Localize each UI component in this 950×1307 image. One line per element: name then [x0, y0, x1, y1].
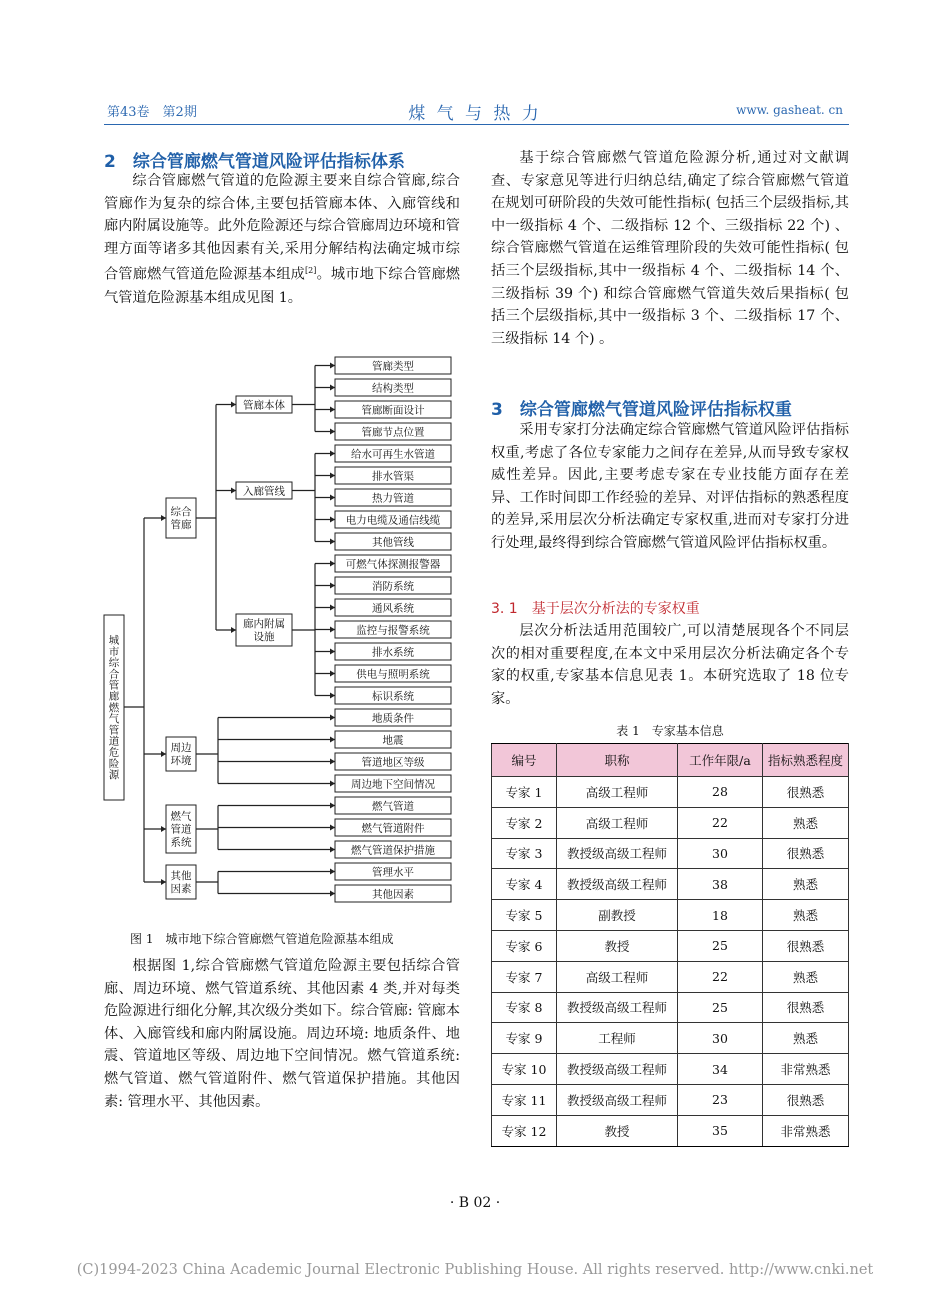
cell-expert-id: 专家 7 — [492, 961, 557, 992]
journal-url[interactable]: www. gasheat. cn — [736, 103, 843, 117]
arrow-head — [330, 407, 335, 413]
expert-info-table — [491, 743, 849, 1147]
category-utility-tunnel-label: 综合管廊 — [170, 506, 192, 531]
sub-auxiliary-facilities-leaf — [335, 621, 451, 638]
cell-expert-id: 专家 8 — [492, 992, 557, 1023]
arrow-head — [330, 385, 335, 391]
sub-auxiliary-facilities-leaf-label: 可燃气体探测报警器 — [345, 558, 441, 571]
cell-job-title: 高级工程师 — [557, 807, 678, 838]
section-2-paragraph — [104, 170, 460, 309]
section-2-title: 2 综合管廊燃气管道风险评估指标体系 — [104, 152, 405, 172]
cell-expert-id: 专家 11 — [492, 1084, 557, 1115]
cell-familiarity: 很熟悉 — [763, 777, 849, 808]
journal-title: 煤 气 与 热 力 — [408, 104, 542, 124]
category-surroundings-leaf — [335, 753, 451, 770]
table-row — [492, 992, 849, 1023]
arrow-head — [161, 826, 166, 832]
sub-tunnel-body-leaf-label: 管廊断面设计 — [361, 404, 425, 417]
arrow-head — [161, 751, 166, 757]
category-other-factors-label: 其他因素 — [170, 870, 192, 895]
sub-auxiliary-facilities-leaf — [335, 555, 451, 572]
table-caption: 表 1 专家基本信息 — [616, 724, 724, 738]
cell-work-years: 35 — [678, 1115, 763, 1146]
table-header-row — [492, 744, 849, 777]
cell-work-years: 25 — [678, 992, 763, 1023]
arrow-head — [231, 627, 236, 633]
arrow-head — [330, 627, 335, 633]
header-rule — [104, 124, 849, 125]
arrow-head — [330, 429, 335, 435]
figure-caption: 图 1 城市地下综合管廊燃气管道危险源基本组成 — [130, 932, 394, 946]
table-row — [492, 869, 849, 900]
cell-expert-id: 专家 5 — [492, 900, 557, 931]
sub-tunnel-pipelines-leaf — [335, 445, 451, 462]
arrow-head — [330, 539, 335, 545]
sub-tunnel-body-leaf — [335, 423, 451, 440]
cell-job-title: 教授级高级工程师 — [557, 992, 678, 1023]
sub-tunnel-pipelines — [236, 482, 292, 499]
sub-tunnel-pipelines-leaf-label: 排水管渠 — [372, 470, 414, 483]
section-3-1-paragraph: 层次分析法适用范围较广,可以清楚展现各个不同层次的相对重要程度,在本文中采用层次分析法确定各个专家的权重,专家基本信息见表 1。本研究选取了 18 位专家。 — [491, 623, 849, 707]
sub-auxiliary-facilities-leaf-label: 消防系统 — [372, 580, 414, 593]
cell-familiarity: 很熟悉 — [763, 930, 849, 961]
category-surroundings-leaf-label: 地震 — [382, 734, 404, 747]
cell-expert-id: 专家 9 — [492, 1023, 557, 1054]
root-node — [104, 615, 124, 800]
sub-auxiliary-facilities-leaf — [335, 643, 451, 660]
sub-auxiliary-facilities-leaf — [335, 577, 451, 594]
arrow-head — [330, 715, 335, 721]
arrow-head — [161, 879, 166, 885]
table-row — [492, 961, 849, 992]
table-row — [492, 1084, 849, 1115]
cell-familiarity: 熟悉 — [763, 807, 849, 838]
arrow-head — [330, 517, 335, 523]
sub-tunnel-body-leaf — [335, 379, 451, 396]
sub-auxiliary-facilities-leaf — [335, 599, 451, 616]
arrow-head — [330, 759, 335, 765]
cell-familiarity: 非常熟悉 — [763, 1115, 849, 1146]
cell-job-title: 教授 — [557, 1115, 678, 1146]
arrow-head — [330, 737, 335, 743]
section-3-title: 3 综合管廊燃气管道风险评估指标权重 — [491, 400, 792, 420]
cell-work-years: 38 — [678, 869, 763, 900]
cell-expert-id: 专家 4 — [492, 869, 557, 900]
sub-auxiliary-facilities-leaf-label: 监控与报警系统 — [356, 624, 430, 637]
hazard-tree-diagram — [102, 350, 454, 910]
sub-auxiliary-facilities-label: 廊内附属设施 — [243, 618, 285, 643]
cell-work-years: 30 — [678, 838, 763, 869]
category-surroundings-leaf — [335, 731, 451, 748]
sub-auxiliary-facilities-leaf — [335, 665, 451, 682]
cell-expert-id: 专家 12 — [492, 1115, 557, 1146]
section-2-text: 综合管廊燃气管道的危险源主要来自综合管廊,综合管廊作为复杂的综合体,主要包括管廊本体、入廊管线和廊内附属设施等。此外危险源还与综合管廊周边环境和管理方面等诸多其他因素有关,采用分解结构法确定城市综合管廊燃气管道危险源基本组成 — [104, 173, 460, 284]
sub-tunnel-pipelines-leaf-label: 热力管道 — [372, 492, 414, 505]
table-row — [492, 930, 849, 961]
cell-work-years: 28 — [678, 777, 763, 808]
copyright-notice: (C)1994-2023 China Academic Journal Electronic Publishing House. All rights reserved. http://www.cnki.net — [76, 1262, 874, 1278]
category-gas-system-label: 燃气管道系统 — [170, 810, 192, 849]
sub-tunnel-pipelines-leaf — [335, 467, 451, 484]
sub-tunnel-body-leaf — [335, 357, 451, 374]
cell-expert-id: 专家 6 — [492, 930, 557, 961]
arrow-head — [330, 363, 335, 369]
sub-tunnel-pipelines-label: 入廊管线 — [243, 485, 285, 498]
arrow-head — [330, 693, 335, 699]
section-3-paragraph: 采用专家打分法确定综合管廊燃气管道风险评估指标权重,考虑了各位专家能力之间存在差异,从而导致专家权威性差异。因此,主要考虑专家在专业技能方面存在差异、工作时间即工作经验的差异、对评估指标的熟悉程度的差异,采用层次分析法确定专家权重,进而对专家打分进行处理,最终得到综合管廊燃气管道风险评估指标权重。 — [491, 422, 849, 551]
arrow-head — [330, 561, 335, 567]
journal-issue: 第43卷 第2期 — [107, 105, 197, 120]
table-row — [492, 807, 849, 838]
col-header-familiarity: 指标熟悉程度 — [763, 744, 849, 777]
category-other-factors-leaf — [335, 863, 451, 880]
sub-tunnel-body-leaf-label: 管廊节点位置 — [361, 426, 425, 439]
arrow-head — [330, 605, 335, 611]
right-paragraph-1: 基于综合管廊燃气管道危险源分析,通过对文献调查、专家意见等进行归纳总结,确定了综合管廊燃气管道在规划可研阶段的失效可能性指标( 包括三个层级指标,其中一级指标 4 个、二级指标 12 个、三级指标 22 个) 、综合管廊燃气管道在运维管理阶段的失效可能性指标( 包括三个层级指标,其中一级指标 4 个、二级指标 14 个、三级指标 39 个) 和综合管廊燃气管道失效后果指标( 包括三个层级指标,其中一级指标 3 个、二级指标 17 个、三级指标 14 个) 。 — [491, 150, 849, 347]
page-number: · B 02 · — [449, 1195, 501, 1211]
cell-job-title: 副教授 — [557, 900, 678, 931]
category-other-factors-leaf-label: 其他因素 — [372, 888, 414, 901]
diagram-connectors — [124, 363, 335, 897]
table-row — [492, 838, 849, 869]
root-node-label: 城市综合管廊燃气管道危险源 — [108, 634, 120, 782]
category-surroundings-leaf — [335, 709, 451, 726]
sub-tunnel-pipelines-leaf — [335, 533, 451, 550]
cell-work-years: 30 — [678, 1023, 763, 1054]
cell-expert-id: 专家 10 — [492, 1054, 557, 1085]
citation-ref[interactable]: [2] — [305, 266, 317, 276]
category-gas-system-leaf-label: 燃气管道 — [372, 800, 414, 813]
cell-familiarity: 熟悉 — [763, 961, 849, 992]
cell-expert-id: 专家 2 — [492, 807, 557, 838]
arrow-head — [330, 495, 335, 501]
arrow-head — [231, 402, 236, 408]
arrow-head — [330, 583, 335, 589]
cell-job-title: 教授级高级工程师 — [557, 1084, 678, 1115]
arrow-head — [330, 671, 335, 677]
category-gas-system-leaf-label: 燃气管道保护措施 — [351, 844, 435, 857]
sub-tunnel-body-leaf — [335, 401, 451, 418]
sub-auxiliary-facilities — [236, 614, 292, 646]
sub-tunnel-pipelines-leaf-label: 其他管线 — [372, 536, 414, 549]
section-2-text-end: 。城市地下综合管廊燃气管道危险源基本组成见图 1。 — [104, 267, 460, 306]
cell-work-years: 22 — [678, 807, 763, 838]
cell-expert-id: 专家 1 — [492, 777, 557, 808]
sub-tunnel-body-label: 管廊本体 — [243, 399, 285, 412]
category-surroundings-label: 周边环境 — [170, 742, 192, 767]
table-row — [492, 1115, 849, 1146]
arrow-head — [330, 825, 335, 831]
arrow-head — [330, 781, 335, 787]
sub-tunnel-pipelines-leaf — [335, 511, 451, 528]
sub-tunnel-body-leaf-label: 结构类型 — [372, 382, 414, 395]
sub-tunnel-body-leaf-label: 管廊类型 — [372, 360, 414, 373]
diagram-nodes — [104, 357, 451, 902]
cell-job-title: 教授级高级工程师 — [557, 1054, 678, 1085]
table-row — [492, 1023, 849, 1054]
cell-work-years: 18 — [678, 900, 763, 931]
category-other-factors — [166, 865, 196, 899]
category-gas-system-leaf — [335, 819, 451, 836]
category-surroundings-leaf-label: 周边地下空间情况 — [351, 778, 435, 791]
cell-job-title: 教授级高级工程师 — [557, 869, 678, 900]
section-3-1-title: 3. 1 基于层次分析法的专家权重 — [491, 601, 700, 617]
arrow-head — [161, 515, 166, 521]
category-surroundings-leaf-label: 管道地区等级 — [361, 756, 425, 769]
sub-auxiliary-facilities-leaf-label: 排水系统 — [372, 646, 414, 659]
cell-job-title: 高级工程师 — [557, 777, 678, 808]
table-row — [492, 900, 849, 931]
cell-work-years: 23 — [678, 1084, 763, 1115]
category-surroundings-leaf — [335, 775, 451, 792]
sub-tunnel-pipelines-leaf — [335, 489, 451, 506]
cell-work-years: 22 — [678, 961, 763, 992]
left-paragraph-2: 根据图 1,综合管廊燃气管道危险源主要包括综合管廊、周边环境、燃气管道系统、其他因素 4 类,并对每类危险源进行细化分解,其次级分类如下。综合管廊: 管廊本体、入廊管线和廊内附属设施。周边环境: 地质条件、地震、管道地区等级、周边地下空间情况。燃气管道系统: 燃气管道、燃气管道附件、燃气管道保护措施。其他因素: 管理水平、其他因素。 — [104, 958, 460, 1110]
cell-job-title: 工程师 — [557, 1023, 678, 1054]
cell-job-title: 高级工程师 — [557, 961, 678, 992]
arrow-head — [330, 803, 335, 809]
cell-familiarity: 非常熟悉 — [763, 1054, 849, 1085]
arrow-head — [330, 891, 335, 897]
sub-auxiliary-facilities-leaf-label: 供电与照明系统 — [356, 668, 430, 681]
cell-familiarity: 很熟悉 — [763, 1084, 849, 1115]
cell-expert-id: 专家 3 — [492, 838, 557, 869]
table-row — [492, 1054, 849, 1085]
cell-familiarity: 很熟悉 — [763, 838, 849, 869]
sub-tunnel-body — [236, 396, 292, 413]
category-surroundings-leaf-label: 地质条件 — [372, 712, 414, 725]
cell-familiarity: 熟悉 — [763, 900, 849, 931]
cell-familiarity: 很熟悉 — [763, 992, 849, 1023]
category-utility-tunnel — [166, 498, 196, 538]
arrow-head — [330, 473, 335, 479]
arrow-head — [330, 451, 335, 457]
category-gas-system-leaf-label: 燃气管道附件 — [361, 822, 425, 835]
cell-familiarity: 熟悉 — [763, 1023, 849, 1054]
category-surroundings — [166, 737, 196, 771]
col-header-id: 编号 — [492, 744, 557, 777]
sub-tunnel-pipelines-leaf-label: 电力电缆及通信线缆 — [345, 514, 441, 527]
sub-auxiliary-facilities-leaf-label: 标识系统 — [372, 690, 414, 703]
cell-job-title: 教授 — [557, 930, 678, 961]
arrow-head — [330, 869, 335, 875]
category-gas-system — [166, 805, 196, 853]
col-header-years: 工作年限/a — [678, 744, 763, 777]
category-other-factors-leaf-label: 管理水平 — [372, 866, 414, 879]
arrow-head — [231, 488, 236, 494]
sub-auxiliary-facilities-leaf-label: 通风系统 — [372, 602, 414, 615]
sub-tunnel-pipelines-leaf-label: 给水可再生水管道 — [351, 448, 435, 461]
col-header-title: 职称 — [557, 744, 678, 777]
arrow-head — [330, 847, 335, 853]
category-gas-system-leaf — [335, 841, 451, 858]
cell-familiarity: 熟悉 — [763, 869, 849, 900]
sub-auxiliary-facilities-leaf — [335, 687, 451, 704]
cell-work-years: 25 — [678, 930, 763, 961]
arrow-head — [330, 649, 335, 655]
table-row — [492, 777, 849, 808]
cell-job-title: 教授级高级工程师 — [557, 838, 678, 869]
category-other-factors-leaf — [335, 885, 451, 902]
cell-work-years: 34 — [678, 1054, 763, 1085]
category-gas-system-leaf — [335, 797, 451, 814]
